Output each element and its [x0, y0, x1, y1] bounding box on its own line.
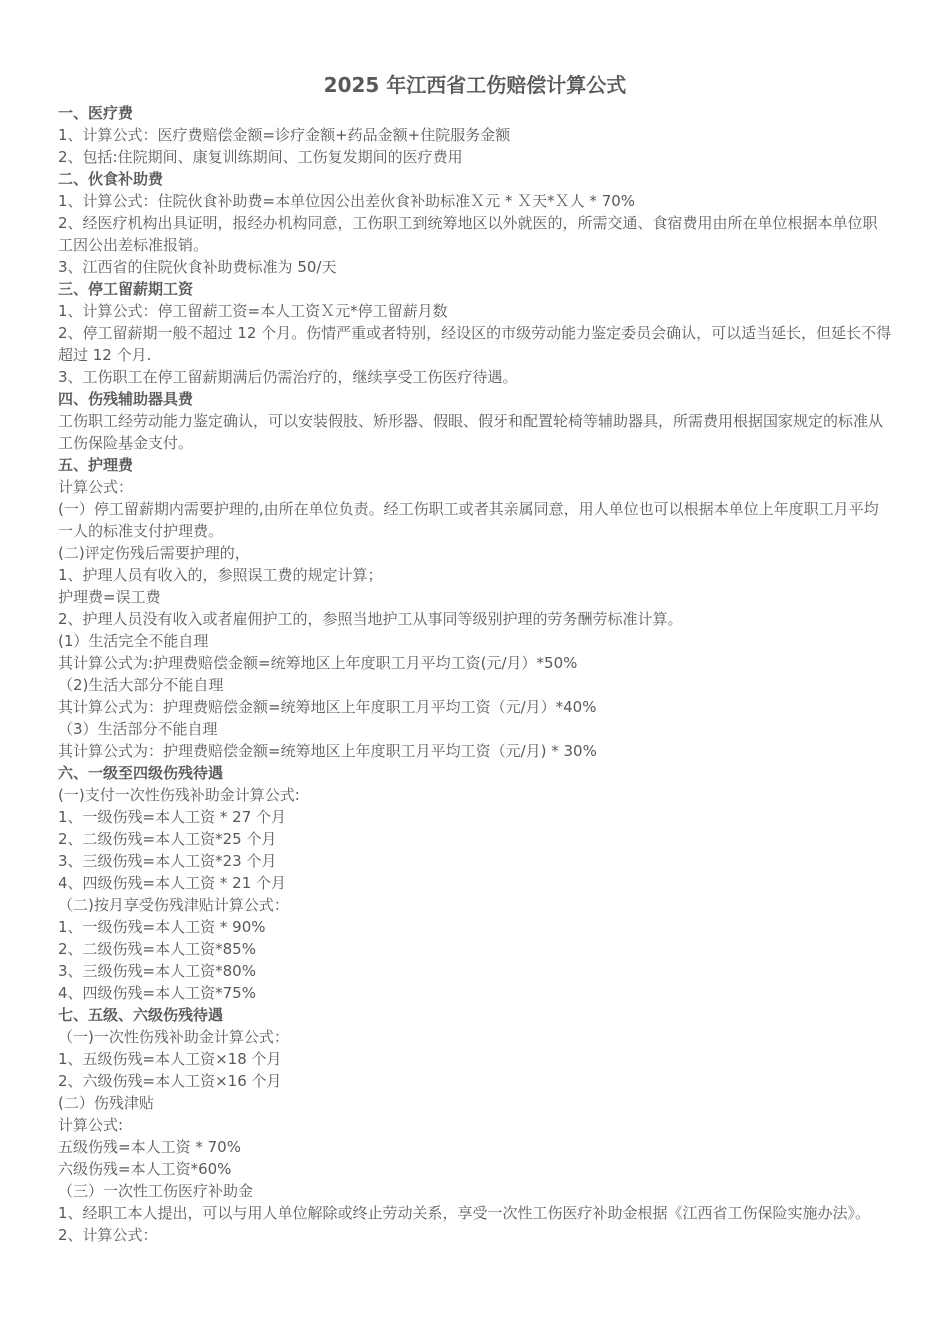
body-line: 工伤职工经劳动能力鉴定确认，可以安装假肢、矫形器、假眼、假牙和配置轮椅等辅助器具，所需费用根据国家规定的标准从工伤保险基金支付。 — [58, 412, 884, 452]
body-line: 3、三级伤残=本人工资*80% — [58, 962, 256, 980]
body-line: 2、包括:住院期间、康复训练期间、工伤复发期间的医疗费用 — [58, 148, 463, 166]
body-line: （三）一次性工伤医疗补助金 — [58, 1182, 254, 1200]
body-line: (二)评定伤残后需要护理的， — [58, 544, 250, 562]
body-line: 1、计算公式：医疗费赔偿金额=诊疗金额+药品金额+住院服务金额 — [58, 126, 511, 144]
body-line: 其计算公式为：护理费赔偿金额=统筹地区上年度职工月平均工资（元/月）*40% — [58, 698, 597, 716]
body-line: 1、五级伤残=本人工资×18 个月 — [58, 1050, 282, 1068]
body-line: (1）生活完全不能自理 — [58, 632, 209, 650]
body-line: 2、停工留薪期一般不超过 12 个月。伤情严重或者特别，经设区的市级劳动能力鉴定委员会确认，可以适当延长，但延长不得超过 12 个月. — [58, 324, 892, 364]
body-line: 1、护理人员有收入的，参照误工费的规定计算； — [58, 566, 383, 584]
body-line: 护理费=误工费 — [58, 588, 161, 606]
section-heading: 七、五级、六级伤残待遇 — [58, 1006, 224, 1024]
body-line: 4、四级伤残=本人工资*75% — [58, 984, 256, 1002]
body-line: (二）伤残津贴 — [58, 1094, 154, 1112]
body-line: 2、二级伤残=本人工资*25 个月 — [58, 830, 277, 848]
body-line: 2、计算公式： — [58, 1226, 158, 1244]
body-line: （3）生活部分不能自理 — [58, 720, 218, 738]
section-heading: 五、护理费 — [58, 456, 134, 474]
body-line: 1、计算公式：住院伙食补助费=本单位因公出差伙食补助标准Ｘ元 * Ｘ天*Ｘ人 * 70% — [58, 192, 636, 210]
body-line: （二)按月享受伤残津贴计算公式： — [58, 896, 289, 914]
body-line: （一)一次性伤残补助金计算公式： — [58, 1028, 289, 1046]
document-title: 2025 年江西省工伤赔偿计算公式 — [323, 73, 627, 97]
section-heading: 六、一级至四级伤残待遇 — [58, 764, 224, 782]
body-line: （2)生活大部分不能自理 — [58, 676, 224, 694]
body-line: (一）停工留薪期内需要护理的,由所在单位负责。经工伤职工或者其亲属同意，用人单位也可以根据本单位上年度职工月平均一人的标准支付护理费。 — [58, 500, 879, 540]
body-line: 1、计算公式：停工留薪工资=本人工资Ｘ元*停工留薪月数 — [58, 302, 448, 320]
body-line: 计算公式: — [58, 1116, 124, 1134]
body-line: 2、六级伤残=本人工资×16 个月 — [58, 1072, 282, 1090]
body-line: 五级伤残=本人工资 * 70% — [58, 1138, 241, 1156]
document-body — [58, 102, 892, 1246]
body-line: 3、工伤职工在停工留薪期满后仍需治疗的，继续享受工伤医疗待遇。 — [58, 368, 518, 386]
body-line: 其计算公式为：护理费赔偿金额=统筹地区上年度职工月平均工资（元/月) * 30% — [58, 742, 597, 760]
body-line: 2、护理人员没有收入或者雇佣护工的，参照当地护工从事同等级别护理的劳务酬劳标准计算。 — [58, 610, 683, 628]
body-line: 1、一级伤残=本人工资 * 90% — [58, 918, 266, 936]
body-line: 4、四级伤残=本人工资 * 21 个月 — [58, 874, 287, 892]
body-line: 2、二级伤残=本人工资*85% — [58, 940, 256, 958]
section-heading: 四、伤残辅助器具费 — [58, 390, 194, 408]
section-heading: 三、停工留薪期工资 — [58, 280, 194, 298]
body-line: 1、经职工本人提出，可以与用人单位解除或终止劳动关系，享受一次性工伤医疗补助金根据《江西省工伤保险实施办法》。 — [58, 1204, 871, 1222]
body-line: 其计算公式为:护理费赔偿金额=统筹地区上年度职工月平均工资(元/月）*50% — [58, 654, 578, 672]
body-line: 1、一级伤残=本人工资 * 27 个月 — [58, 808, 287, 826]
body-line: 3、江西省的住院伙食补助费标准为 50/天 — [58, 258, 337, 276]
body-line: 六级伤残=本人工资*60% — [58, 1160, 232, 1178]
body-line: 2、经医疗机构出具证明，报经办机构同意，工伤职工到统筹地区以外就医的，所需交通、食宿费用由所在单位根据本单位职工因公出差标准报销。 — [58, 214, 878, 254]
section-heading: 二、伙食补助费 — [58, 170, 164, 188]
body-line: 3、三级伤残=本人工资*23 个月 — [58, 852, 277, 870]
section-heading: 一、医疗费 — [58, 104, 134, 122]
body-line: 计算公式： — [58, 478, 134, 496]
body-line: (一)支付一次性伤残补助金计算公式: — [58, 786, 300, 804]
